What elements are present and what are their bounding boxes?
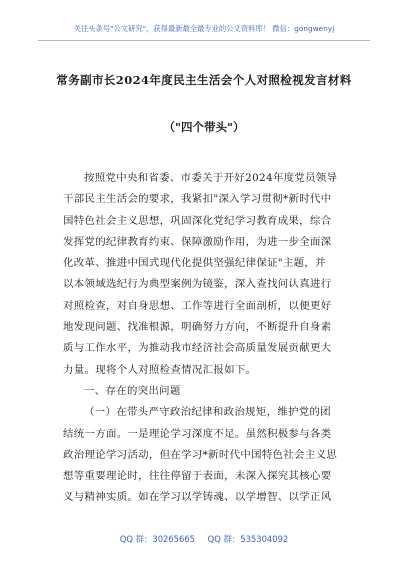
body-line: 以本领域选纪行为典型案例为镜鉴，深入查找问认真进行 [63,278,332,291]
body-line: 想等重要理论时，往往停留于表面，未深入探究其核心要 [63,470,332,483]
body-line: 质与工作水平，为推动我市经济社会高质量发展贡献更大 [63,342,332,355]
body-line: 国特色社会主义思想，巩固深化党纪学习教育成果，综合 [63,214,332,227]
body-line: 按照党中央和省委、市委关于开好2024年度党员领导 [84,172,338,184]
body-line: 干部民主生活会的要求，我紧扣"深入学习贯彻*新时代中 [63,193,332,206]
document-body [63,168,357,509]
section-heading: 一、存在的突出问题 [84,384,181,397]
body-line: 地发现问题、找准根源，明确努力方向，不断提升自身素 [63,321,332,334]
body-line: 对照检查，对自身思想、工作等进行全面剖析，以便更好 [63,299,332,312]
qq-group-1: QQ 群：30265665 [119,534,195,544]
footer-contacts [38,533,370,545]
body-line: 化改革、推进中国式现代化提供坚强纪律保证"主题，并 [63,257,326,270]
body-line: 义与精神实质。如在学习以学铸魂、以学增智、以学正风 [63,491,332,504]
body-line: 结统一方面。一是理论学习深度不足。虽然积极参与各类 [63,427,332,440]
qq-group-2: QQ 群：535304092 [207,534,289,544]
body-line: （一）在带头严守政治纪律和政治规矩，维护党的团 [84,406,332,419]
promo-header: 关注头条号"公文研究"，获得最新最全最专业的公文资料库！ 微信：gongwenyj [73,24,335,33]
header-divider [38,40,370,41]
body-line: 政治理论学习活动，但在学习*新时代中国特色社会主义思 [63,448,338,461]
document-subtitle: （"四个带头"） [163,120,245,134]
body-line: 发挥党的纪律教育约束、保障激励作用，为进一步全面深 [63,235,332,248]
document-title: 常务副市长2024年度民主生活会个人对照检视发言材料 [56,73,352,87]
body-line: 力量。现将个人对照检查情况汇报如下。 [63,363,257,376]
